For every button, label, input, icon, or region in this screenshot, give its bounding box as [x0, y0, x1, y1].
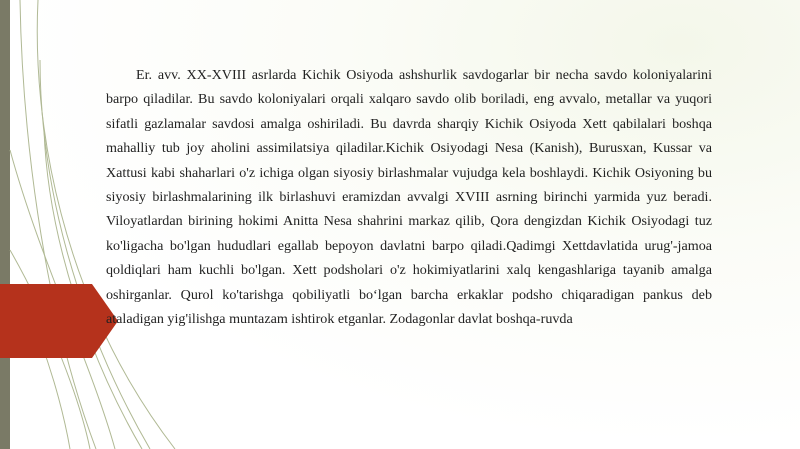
- body-paragraph: Er. avv. XX-XVIII asrlarda Kichik Osiyoda ashshurlik savdogarlar bir necha savdo koloniyalarini barpo qiladilar. Bu savdo koloniyalari orqali xalqaro savdo olib boriladi, eng avvalo, metallar va yuqori sifatli gazlamalar savdosi amalga oshiriladi. Bu davrda sharqiy Kichik Osiyoda Xett qabilalari boshqa mahalliy tub joy aholini assimilatsiya qiladilar.Kichik Osiyodagi Nesa (Kanish), Burusxan, Kussar va Xattusi kabi shaharlari o'z ichiga olgan siyosiy birlashmalar vujudga kela boshlaydi. Kichik Osiyoning bu siyosiy birlashmalarining ilk birlashuvi eramizdan avvalgi XVIII asrning birinchi yarmida yuz beradi. Viloyatlardan birining hokimi Anitta Nesa shahrini markaz qilib, Qora dengizdan Kichik Osiyodagi tuz ko'ligacha bo'lgan hududlari egallab bepoyon davlatni barpo qiladi.Qadimgi Xettdavlatida urug'-jamoa qoldiqlari ham kuchli bo'lgan. Xett podsholari o'z hokimiyatlarini xalq kengashlariga tayanib amalga oshirganlar. Qurol ko'tarishga qobiliyatli bo‘lgan barcha erkaklar podsho chiqaradigan pankus deb ataladigan yig'ilishga muntazam ishtirok etganlar. Zodagonlar davlat boshqa-ruvda: [106, 67, 712, 328]
- red-arrow-shape: [0, 284, 118, 358]
